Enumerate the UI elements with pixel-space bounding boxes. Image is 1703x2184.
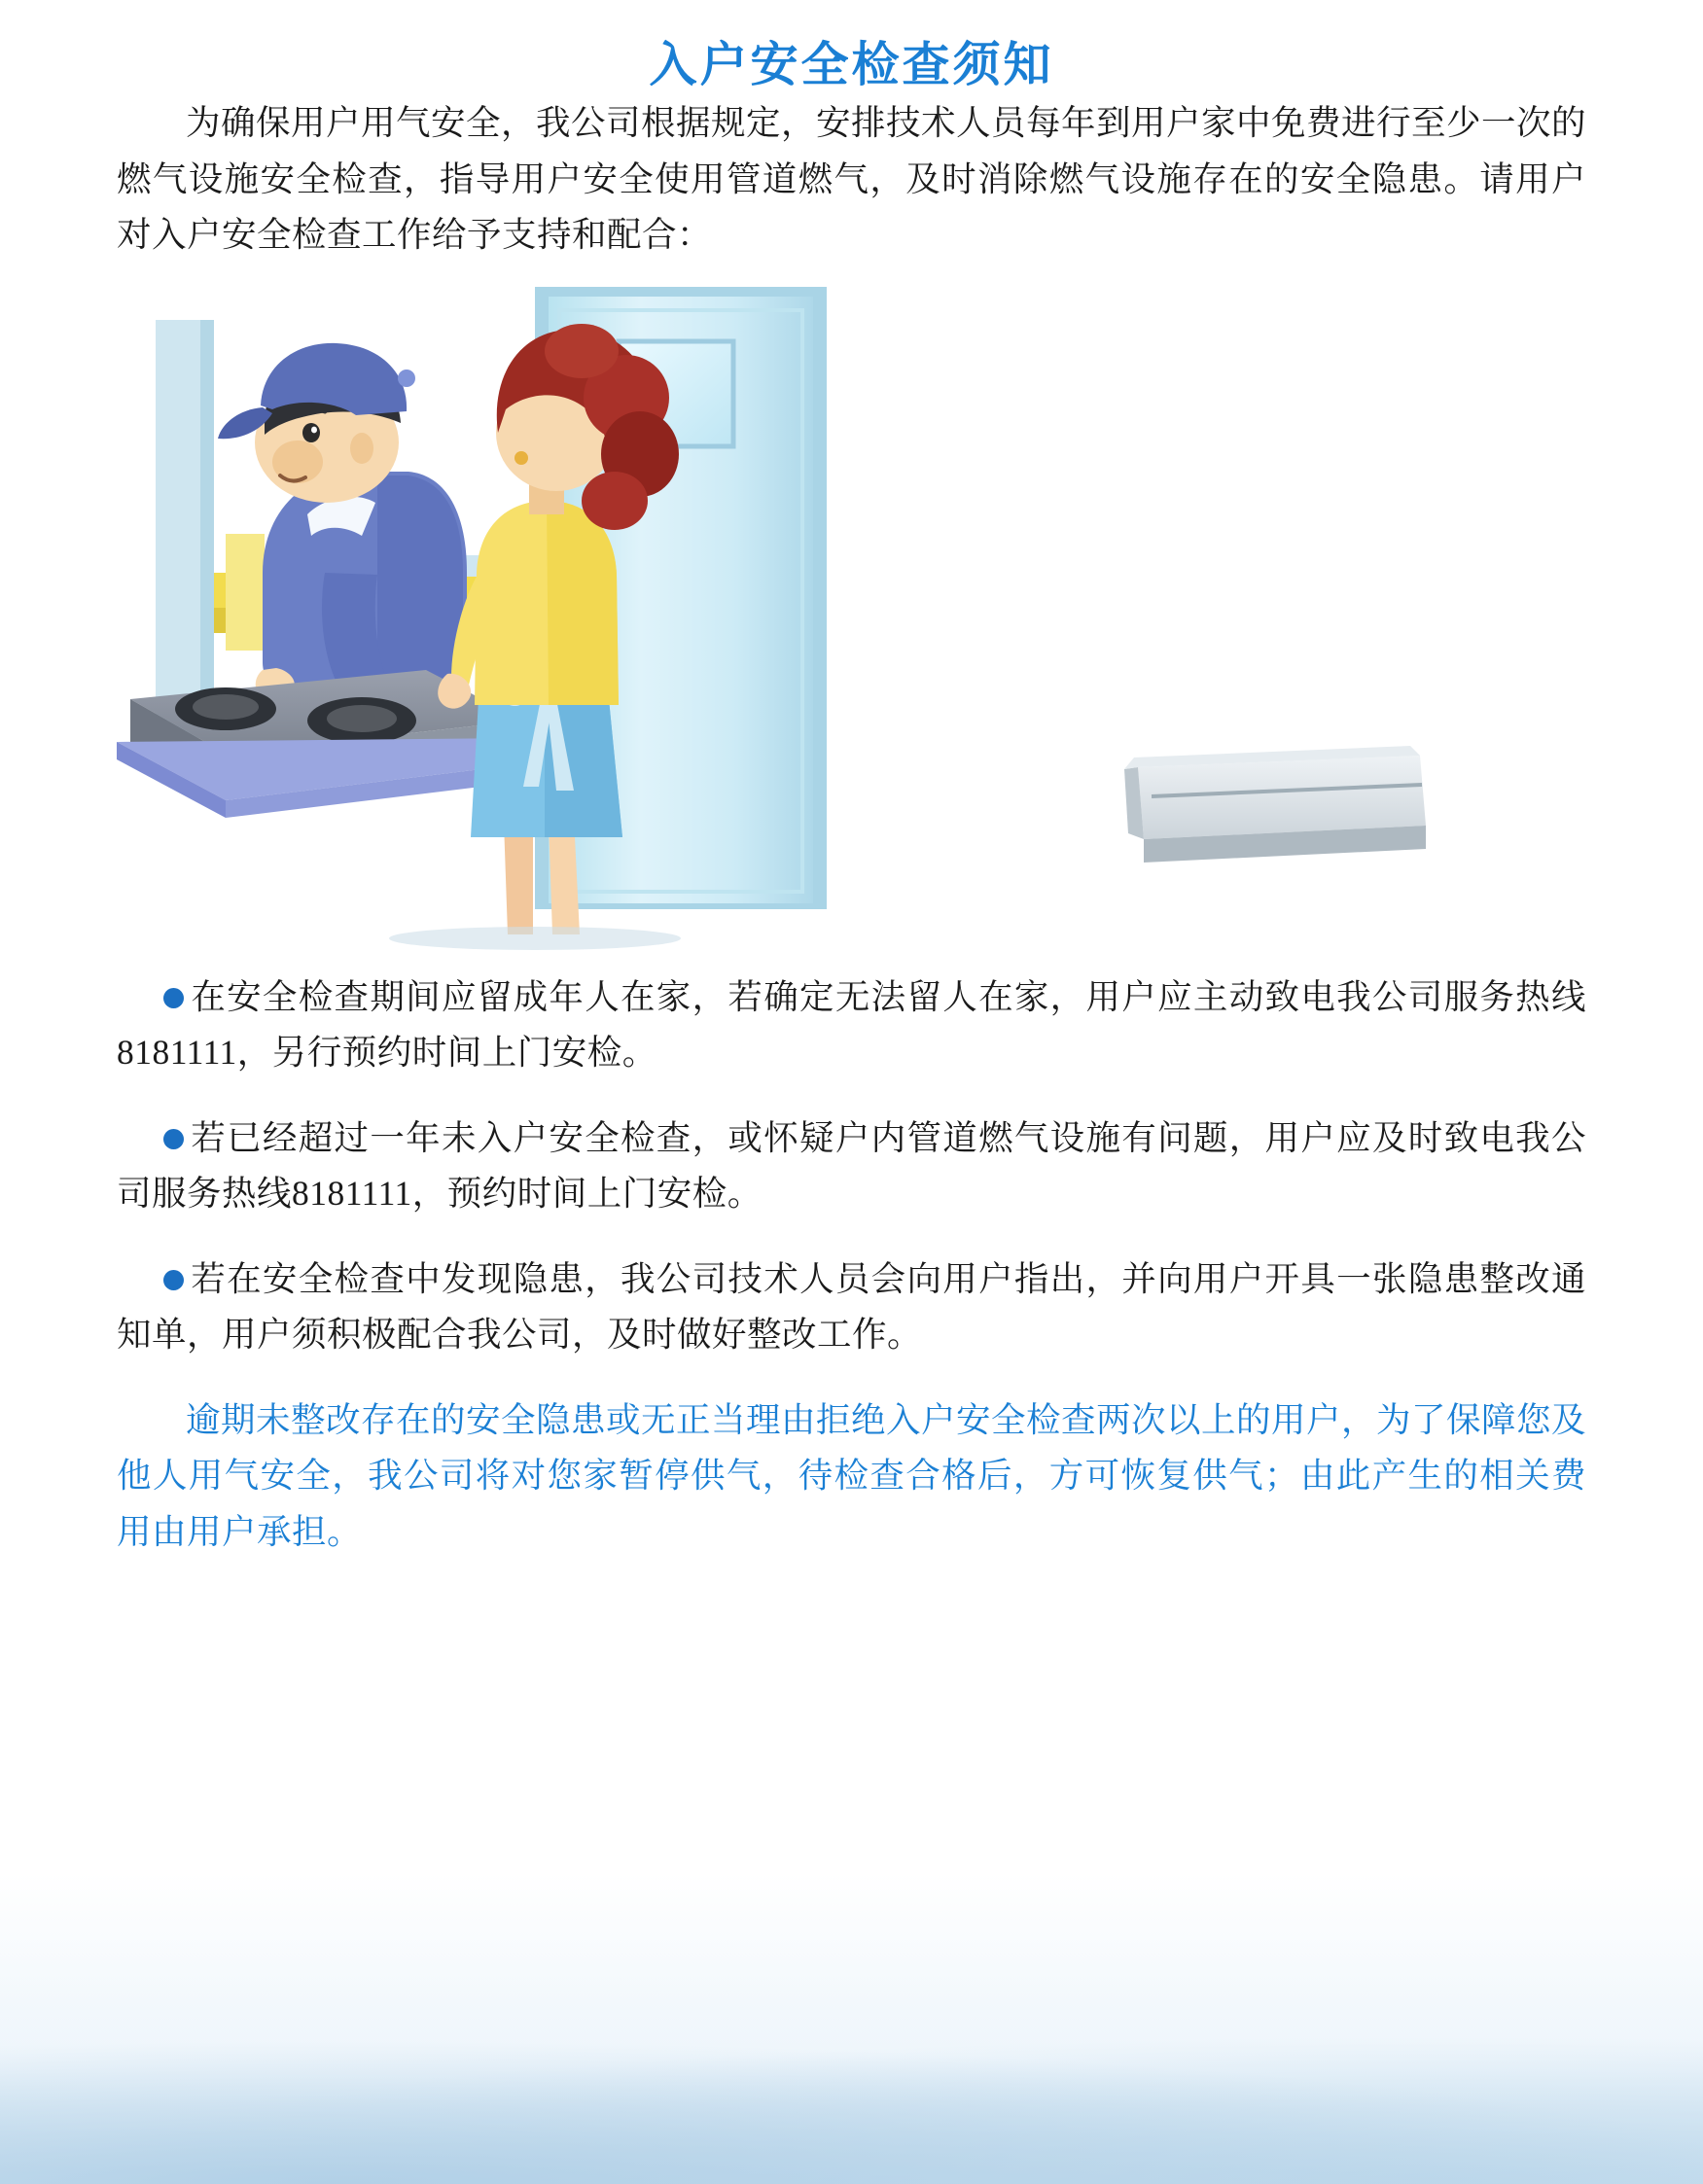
illustration-svg (117, 281, 1586, 952)
bullet-dot-icon (163, 988, 184, 1008)
closing-notice: 逾期未整改存在的安全隐患或无正当理由拒绝入户安全检查两次以上的用户，为了保障您及他人用气安全，我公司将对您家暂停供气，待检查合格后，方可恢复供气；由此产生的相关费用由用户承担。 (117, 1399, 1587, 1551)
list-item (117, 1110, 1586, 1222)
bullet-list (117, 969, 1586, 1363)
bullet-dot-icon (163, 1270, 184, 1290)
list-item (117, 969, 1586, 1081)
list-item-text: 若已经超过一年未入户安全检查，或怀疑户内管道燃气设施有问题，用户应及时致电我公司服务热线8181111，预约时间上门安检。 (117, 1117, 1586, 1213)
intro-paragraph: 为确保用户用气安全，我公司根据规定，安排技术人员每年到用户家中免费进行至少一次的燃气设施安全检查，指导用户安全使用管道燃气，及时消除燃气设施存在的安全隐患。请用户对入户安全检查工作给予支持和配合： (117, 103, 1587, 254)
list-item-text: 若在安全检查中发现隐患，我公司技术人员会向用户指出，并向用户开具一张隐患整改通知单，用户须积极配合我公司，及时做好整改工作。 (117, 1258, 1586, 1354)
technician-inspecting-gas-stove-illustration (117, 281, 1586, 952)
list-item-text: 在安全检查期间应留成年人在家，若确定无法留人在家，用户应主动致电我公司服务热线8181111，另行预约时间上门安检。 (117, 976, 1586, 1072)
list-item (117, 1251, 1586, 1363)
page-title: 入户安全检查须知 (649, 39, 1054, 91)
bullet-dot-icon (163, 1129, 184, 1149)
shoe-box (1124, 746, 1426, 863)
